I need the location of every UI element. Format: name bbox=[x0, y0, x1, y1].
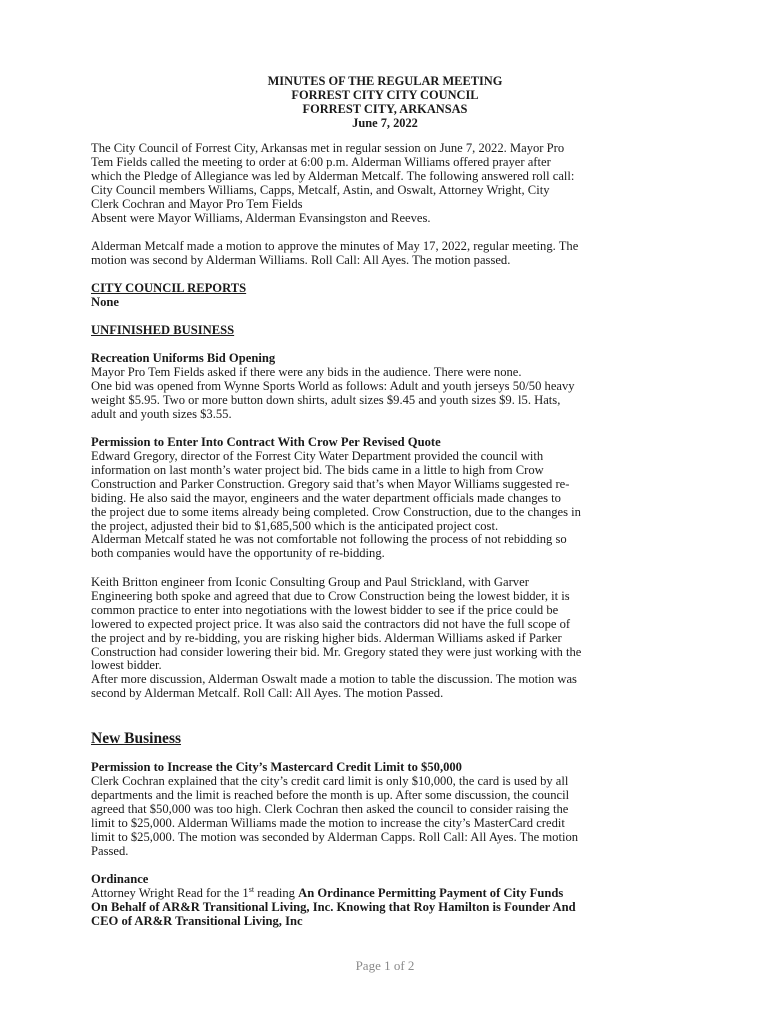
ordinance-intro: Attorney Wright Read for the 1 bbox=[91, 886, 249, 900]
item-title-ordinance: Ordinance bbox=[91, 872, 149, 886]
section-heading-unfinished-business: UNFINISHED BUSINESS bbox=[91, 323, 235, 337]
page-number: Page 1 of 2 bbox=[355, 958, 415, 973]
ordinance-name-part-1: An Ordinance Permitting Payment of City Funds bbox=[298, 886, 564, 900]
text-line: the project due to some items already being completed. Crow Construction, due to the changes in bbox=[91, 504, 581, 519]
text-line: The City Council of Forrest City, Arkansas met in regular session on June 7, 2022. Mayor Pro bbox=[91, 141, 565, 155]
text-line: Construction had consider lowering their bid. Mr. Gregory stated they were just working with the bbox=[91, 644, 582, 659]
ordinance-name-part-3: CEO of AR&R Transitional Living, Inc bbox=[91, 913, 303, 928]
text-line: Keith Britton engineer from Iconic Consulting Group and Paul Strickland, with Garver bbox=[91, 575, 529, 589]
ordinance-reading-label: reading bbox=[254, 886, 299, 900]
text-line: weight $5.95. Two or more button down shirts, adult sizes $9.45 and youth sizes $9. l5. Hats, bbox=[91, 392, 561, 407]
text-line: One bid was opened from Wynne Sports World as follows: Adult and youth jerseys 50/50 heavy bbox=[91, 378, 575, 393]
text-line: biding. He also said the mayor, engineers and the water department officials made changes to bbox=[91, 490, 561, 505]
crow-contract-paragraph-2 bbox=[91, 576, 681, 701]
text-line: departments and the limit is reached before the month is up. After some discussion, the council bbox=[91, 787, 570, 802]
item-title-credit-limit: Permission to Increase the City’s Mastercard Credit Limit to $50,000 bbox=[91, 760, 462, 774]
text-line: Construction and Parker Construction. Gregory said that’s when Mayor Williams suggested re- bbox=[91, 476, 570, 491]
text-line: the project and by re-bidding, you are risking higher bids. Alderman Williams asked if Parker bbox=[91, 630, 562, 645]
credit-limit-paragraph bbox=[91, 775, 681, 858]
text-line: limit to $25,000. The motion was seconded by Alderman Capps. Roll Call: All Ayes. The motion bbox=[91, 829, 579, 844]
text-line: information on last month’s water project bid. The bids came in a little to high from Crow bbox=[91, 462, 544, 477]
ordinance-paragraph bbox=[91, 884, 681, 929]
recreation-uniforms-paragraph bbox=[91, 366, 681, 422]
text-line: adult and youth sizes $3.55. bbox=[91, 406, 232, 421]
doc-title-line-2: FORREST CITY CITY COUNCIL bbox=[291, 88, 479, 102]
text-line: Alderman Metcalf stated he was not comfortable not following the process of not rebidding so bbox=[91, 532, 567, 547]
meeting-date: June 7, 2022 bbox=[352, 116, 418, 130]
text-line: motion was second by Alderman Williams. Roll Call: All Ayes. The motion passed. bbox=[91, 252, 511, 267]
text-line: Mayor Pro Tem Fields asked if there were any bids in the audience. There were none. bbox=[91, 365, 522, 379]
text-line: Tem Fields called the meeting to order at 6:00 p.m. Alderman Williams offered prayer after bbox=[91, 154, 551, 169]
section-heading-new-business: New Business bbox=[91, 730, 182, 747]
item-title-recreation-uniforms: Recreation Uniforms Bid Opening bbox=[91, 351, 276, 365]
text-line: After more discussion, Alderman Oswalt made a motion to table the discussion. The motion was bbox=[91, 672, 577, 687]
text-line: which the Pledge of Allegiance was led by Alderman Metcalf. The following answered roll call: bbox=[91, 168, 575, 183]
opening-paragraph bbox=[91, 142, 681, 225]
text-line: both companies would have the opportunity of re-bidding. bbox=[91, 546, 385, 561]
ordinance-name-part-2: On Behalf of AR&R Transitional Living, Inc. Knowing that Roy Hamilton is Founder And bbox=[91, 899, 576, 914]
text-line: City Council members Williams, Capps, Metcalf, Astin, and Oswalt, Attorney Wright, City bbox=[91, 182, 550, 197]
text-line: Absent were Mayor Williams, Alderman Evansingston and Reeves. bbox=[91, 210, 431, 225]
text-line: Edward Gregory, director of the Forrest City Water Department provided the council with bbox=[91, 449, 544, 463]
text-line: common practice to enter into negotiations with the lowest bidder to see if the price could be bbox=[91, 602, 559, 617]
text-line: the project, adjusted their bid to $1,685,500 which is the anticipated project cost. bbox=[91, 518, 499, 533]
text-line: Passed. bbox=[91, 843, 129, 858]
text-line: limit to $25,000. Alderman Williams made the motion to increase the city’s MasterCard credit bbox=[91, 815, 565, 830]
text-line: agreed that $50,000 was too high. Clerk Cochran then asked the council to consider raising the bbox=[91, 801, 569, 816]
text-line: Alderman Metcalf made a motion to approve the minutes of May 17, 2022, regular meeting. The bbox=[91, 239, 579, 253]
text-line: second by Alderman Metcalf. Roll Call: All Ayes. The motion Passed. bbox=[91, 686, 444, 701]
minutes-approval-paragraph bbox=[91, 240, 681, 268]
doc-title-line-3: FORREST CITY, ARKANSAS bbox=[302, 102, 468, 116]
item-title-crow-contract: Permission to Enter Into Contract With Crow Per Revised Quote bbox=[91, 435, 441, 449]
text-line bbox=[91, 884, 681, 901]
crow-contract-paragraph-1 bbox=[91, 450, 681, 561]
text-line: Engineering both spoke and agreed that due to Crow Construction being the lowest bidder, it is bbox=[91, 588, 570, 603]
text-line: lowest bidder. bbox=[91, 658, 162, 673]
council-reports-body: None bbox=[91, 295, 119, 309]
doc-title-line-1: MINUTES OF THE REGULAR MEETING bbox=[267, 74, 503, 88]
text-line: lowered to expected project price. It was also said the contractors did not have the full scope of bbox=[91, 616, 571, 631]
section-heading-council-reports: CITY COUNCIL REPORTS bbox=[91, 281, 247, 295]
text-line: Clerk Cochran and Mayor Pro Tem Fields bbox=[91, 196, 303, 211]
text-line: Clerk Cochran explained that the city’s credit card limit is only $10,000, the card is used by all bbox=[91, 774, 569, 788]
ordinance-ordinal-suffix: st bbox=[248, 884, 255, 894]
